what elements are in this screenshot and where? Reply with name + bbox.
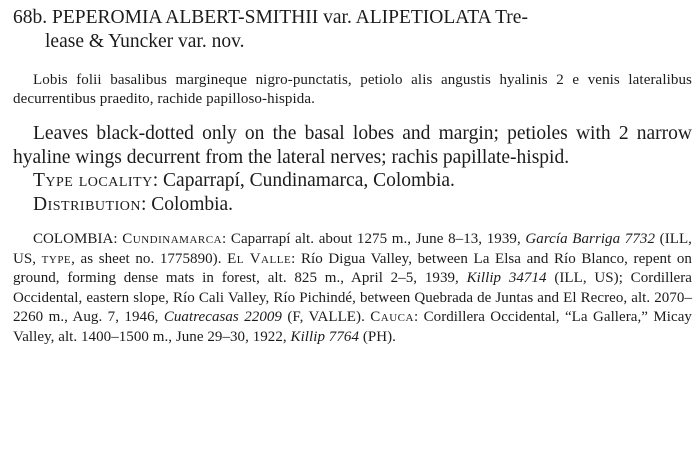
specimen-type-word: type bbox=[41, 250, 72, 267]
taxon-heading bbox=[13, 6, 692, 54]
specimen-department-2: El Valle bbox=[227, 250, 292, 267]
specimen-text-2a: (ILL, US, bbox=[13, 231, 692, 267]
specimen-country: COLOMBIA bbox=[33, 231, 114, 247]
taxon-heading-line1: 68b. PEPEROMIA ALBERT-SMITHII var. ALIPETIOLATA Tre- bbox=[13, 7, 528, 28]
specimen-text-1: Caparrapí alt. about 1275 m., June 8–13, 1939, bbox=[230, 231, 521, 247]
specimen-collector-4: Killip 7764 bbox=[290, 328, 359, 345]
specimen-text-3: Río Digua Valley, between La Elsa and Río Blanco, repent on ground, forming dense mats in forest, alt. 825 m., April 2–5, 1939, bbox=[13, 250, 692, 287]
specimen-collector-3: Cuatrecasas 22009 bbox=[163, 309, 282, 326]
specimen-collector-1: García Barriga 7732 bbox=[525, 231, 655, 247]
type-locality-label: Type locality bbox=[33, 170, 153, 191]
specimen-citations: COLOMBIA: Cundinamarca: Caparrapí alt. about 1275 m., June 8–13, 1939, García Barriga 7732 (ILL, US, type, as sheet no. 1775890). El Valle: Río Digua Valley, between La Elsa and Río Blanco, repent on ground, forming dense mats in forest, alt. 825 m., April 2–5, 1939, Killip 34714 (ILL, US); Cordillera Occidental, eastern slope, Río Cali Valley, Río Pichindé, between Quebrada de Juntas and El Recreo, alt. 2070–2260 m., Aug. 7, 1946, Cuatrecasas 22009 (F, VALLE). Cauca: Cordillera Occidental, “La Gallera,” Micay Valley, alt. 1400–1500 m., June 29–30, 1922, Killip 7764 (PH). bbox=[13, 231, 692, 345]
specimen-text-7: (PH). bbox=[362, 328, 396, 345]
specimen-department-3: Cauca bbox=[370, 309, 414, 326]
specimen-collector-2: Killip 34714 bbox=[466, 270, 547, 287]
specimen-text-2b: , as sheet no. 1775890). bbox=[71, 250, 222, 267]
specimen-text-5: (F, VALLE). bbox=[287, 309, 365, 326]
distribution-label: Distribution bbox=[33, 193, 141, 215]
taxon-heading-line2: lease & Yuncker var. nov. bbox=[45, 31, 245, 52]
distribution: Distribution: Colombia. bbox=[33, 193, 234, 215]
specimen-department-1: Cundinamarca bbox=[122, 231, 223, 247]
english-description: Leaves black-dotted only on the basal lobes and margin; petioles with 2 narrow hyaline wings decurrent from the lateral nerves; rachis papillate-hispid. bbox=[13, 123, 692, 168]
type-locality-value: Caparrapí, Cundinamarca, Colombia. bbox=[163, 170, 455, 191]
specimen-text-6: Cordillera Occidental, “La Gallera,” Micay Valley, alt. 1400–1500 m., June 29–30, 1922, bbox=[13, 309, 692, 345]
type-locality: Type locality: Caparrapí, Cundinamarca, Colombia. bbox=[33, 170, 455, 191]
distribution-value: Colombia. bbox=[151, 193, 234, 215]
specimen-text-4: (ILL, US); Cordillera Occidental, eastern slope, Río Cali Valley, Río Pichindé, between Quebrada de Juntas and El Recreo, alt. 2070–2260 m., Aug. 7, 1946, bbox=[13, 270, 692, 326]
latin-description: Lobis folii basalibus margineque nigro-punctatis, petiolo alis angustis hyalinis 2 e venis lateralibus decurrentibus praedito, rachide papilloso-hispida. bbox=[13, 72, 692, 107]
